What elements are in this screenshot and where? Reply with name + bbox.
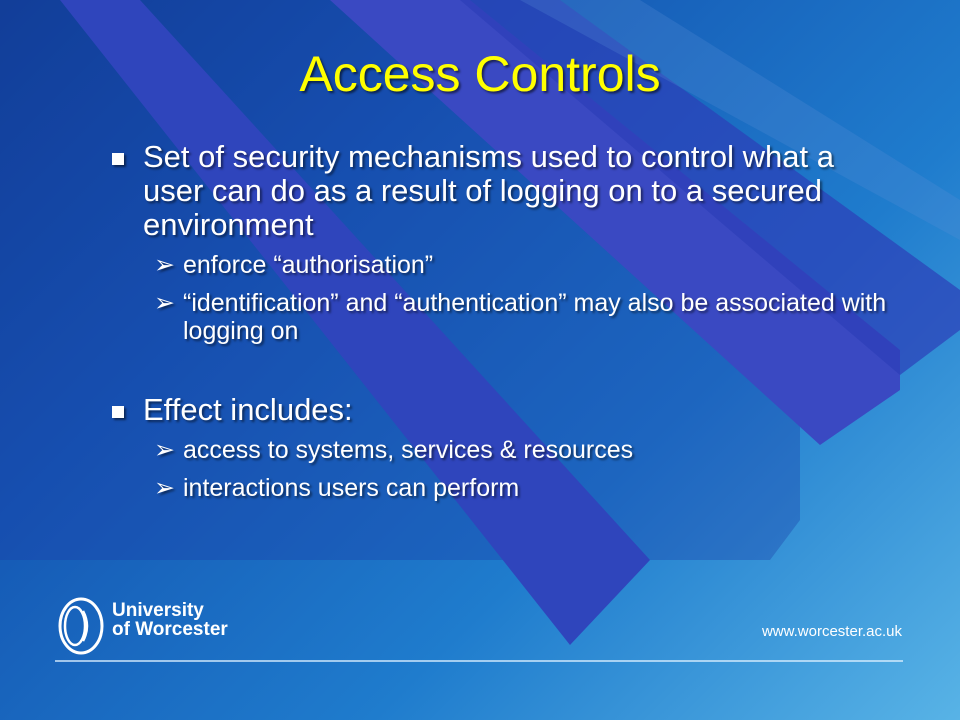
slide-content — [112, 140, 892, 512]
logo-line-2: of Worcester — [112, 619, 228, 640]
slide-title: Access Controls — [299, 46, 661, 102]
sub-bullet-text: “identification” and “authentication” may also be associated with logging on — [183, 289, 887, 345]
bullet-text: Effect includes: — [143, 392, 353, 427]
arrow-bullet-icon: ➢ — [154, 251, 175, 279]
footer-url: www.worcester.ac.uk — [761, 623, 902, 640]
logo-line-1: University — [112, 600, 204, 621]
sub-bullet-text: access to systems, services & resources — [183, 436, 634, 464]
sub-bullet-item — [154, 251, 892, 279]
footer-divider — [55, 660, 903, 662]
university-name — [112, 601, 228, 639]
sub-bullet-item — [154, 289, 892, 345]
arrow-bullet-icon: ➢ — [154, 474, 175, 502]
sub-bullet-item — [154, 474, 892, 502]
bullet-text: Set of security mechanisms used to control what a user can do as a result of logging on to a secured environment — [143, 139, 834, 242]
sub-bullet-text: enforce “authorisation” — [183, 251, 434, 279]
arrow-bullet-icon: ➢ — [154, 436, 175, 464]
square-bullet-icon — [112, 153, 124, 165]
square-bullet-icon — [112, 406, 124, 418]
bullet-item — [112, 393, 892, 427]
sub-bullet-item — [154, 436, 892, 464]
sub-bullet-list — [154, 251, 892, 345]
university-logo-icon — [55, 595, 107, 657]
sub-bullet-text: interactions users can perform — [183, 474, 520, 502]
sub-bullet-list — [154, 436, 892, 502]
arrow-bullet-icon: ➢ — [154, 289, 175, 317]
bullet-item — [112, 140, 892, 242]
